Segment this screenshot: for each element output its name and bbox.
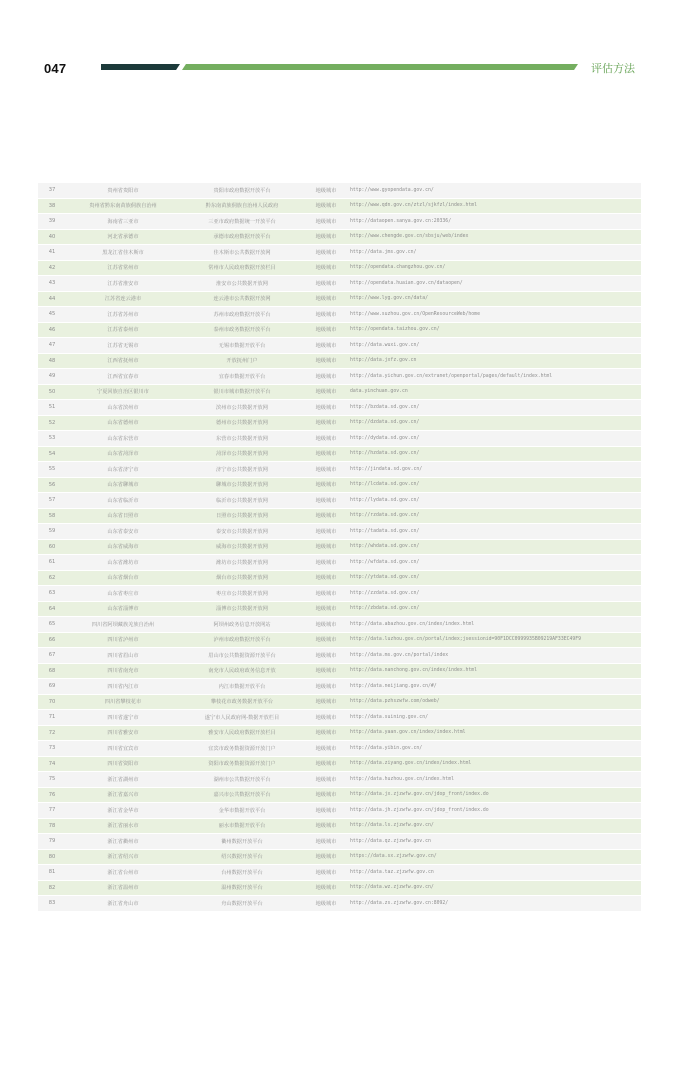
table-row bbox=[38, 198, 641, 214]
row-number: 56 bbox=[38, 477, 66, 493]
level-cell: 地级城市 bbox=[304, 617, 348, 633]
url-cell: http://www.suzhou.gov.cn/OpenResourceWeb/home bbox=[348, 307, 641, 323]
table-row bbox=[38, 617, 641, 633]
platform-name-cell: 绍兴数据开放平台 bbox=[180, 849, 304, 865]
url-cell: http://www.qdn.gov.cn/ztzl/sjkfzl/index.html bbox=[348, 198, 641, 214]
region-cell: 四川省遂宁市 bbox=[66, 710, 180, 726]
level-cell: 地级城市 bbox=[304, 229, 348, 245]
platform-name-cell: 泰州市政务数据开放平台 bbox=[180, 322, 304, 338]
row-number: 68 bbox=[38, 663, 66, 679]
region-cell: 山东省济宁市 bbox=[66, 462, 180, 478]
row-number: 52 bbox=[38, 415, 66, 431]
table-row bbox=[38, 741, 641, 757]
row-number: 62 bbox=[38, 570, 66, 586]
level-cell: 地级城市 bbox=[304, 446, 348, 462]
table-row bbox=[38, 524, 641, 540]
table-row bbox=[38, 400, 641, 416]
region-cell: 贵州省贵阳市 bbox=[66, 183, 180, 198]
url-cell: http://data.wz.zjzwfw.gov.cn/ bbox=[348, 880, 641, 896]
level-cell: 地级城市 bbox=[304, 694, 348, 710]
row-number: 59 bbox=[38, 524, 66, 540]
level-cell: 地级城市 bbox=[304, 803, 348, 819]
level-cell: 地级城市 bbox=[304, 632, 348, 648]
table-row bbox=[38, 276, 641, 292]
level-cell: 地级城市 bbox=[304, 462, 348, 478]
url-cell: http://dataopen.sanya.gov.cn:20336/ bbox=[348, 214, 641, 230]
platform-name-cell: 遂宁市人民政府网-数据开放栏目 bbox=[180, 710, 304, 726]
url-cell: http://data.jxfz.gov.cn bbox=[348, 353, 641, 369]
region-cell: 海南省三亚市 bbox=[66, 214, 180, 230]
platform-name-cell: 威海市公共数据开放网 bbox=[180, 539, 304, 555]
row-number: 67 bbox=[38, 648, 66, 664]
level-cell: 地级城市 bbox=[304, 477, 348, 493]
row-number: 58 bbox=[38, 508, 66, 524]
row-number: 51 bbox=[38, 400, 66, 416]
row-number: 66 bbox=[38, 632, 66, 648]
region-cell: 江苏省无锡市 bbox=[66, 338, 180, 354]
url-cell: http://jindata.sd.gov.cn/ bbox=[348, 462, 641, 478]
url-cell: http://opendata.huaian.gov.cn/dataopen/ bbox=[348, 276, 641, 292]
region-cell: 山东省淄博市 bbox=[66, 601, 180, 617]
region-cell: 山东省潍坊市 bbox=[66, 555, 180, 571]
region-cell: 贵州省黔东南苗族侗族自治州 bbox=[66, 198, 180, 214]
region-cell: 山东省烟台市 bbox=[66, 570, 180, 586]
platform-name-cell: 淄博市公共数据开放网 bbox=[180, 601, 304, 617]
table-row bbox=[38, 462, 641, 478]
row-number: 37 bbox=[38, 183, 66, 198]
level-cell: 地级城市 bbox=[304, 415, 348, 431]
region-cell: 四川省阿坝藏族羌族自治州 bbox=[66, 617, 180, 633]
region-cell: 江苏省常州市 bbox=[66, 260, 180, 276]
table-row bbox=[38, 431, 641, 447]
table-row bbox=[38, 384, 641, 400]
level-cell: 地级城市 bbox=[304, 400, 348, 416]
row-number: 45 bbox=[38, 307, 66, 323]
table-row bbox=[38, 880, 641, 896]
table-row bbox=[38, 338, 641, 354]
table-row bbox=[38, 307, 641, 323]
region-cell: 浙江省台州市 bbox=[66, 865, 180, 881]
row-number: 46 bbox=[38, 322, 66, 338]
platform-name-cell: 台州数据开放平台 bbox=[180, 865, 304, 881]
platform-name-cell: 德州市公共数据开放网 bbox=[180, 415, 304, 431]
table-row bbox=[38, 353, 641, 369]
region-cell: 浙江省舟山市 bbox=[66, 896, 180, 912]
table-row bbox=[38, 446, 641, 462]
platform-table bbox=[38, 183, 641, 912]
url-cell: data.yinchuan.gov.cn bbox=[348, 384, 641, 400]
row-number: 82 bbox=[38, 880, 66, 896]
url-cell: http://dydata.sd.gov.cn/ bbox=[348, 431, 641, 447]
region-cell: 四川省攀枝花市 bbox=[66, 694, 180, 710]
section-title: 评估方法 bbox=[591, 62, 635, 75]
table-row bbox=[38, 260, 641, 276]
region-cell: 山东省泰安市 bbox=[66, 524, 180, 540]
url-cell: http://data.abazhou.gov.cn/index/index.html bbox=[348, 617, 641, 633]
table-row bbox=[38, 679, 641, 695]
url-cell: http://data.ziyang.gov.cn/index/index.html bbox=[348, 756, 641, 772]
row-number: 54 bbox=[38, 446, 66, 462]
level-cell: 地级城市 bbox=[304, 834, 348, 850]
url-cell: http://whdata.sd.gov.cn/ bbox=[348, 539, 641, 555]
url-cell: http://tadata.sd.gov.cn/ bbox=[348, 524, 641, 540]
url-cell: http://zzdata.sd.gov.cn/ bbox=[348, 586, 641, 602]
platform-name-cell: 眉山市公共数据资源开放平台 bbox=[180, 648, 304, 664]
row-number: 60 bbox=[38, 539, 66, 555]
url-cell: http://data.ls.zjzwfw.gov.cn/ bbox=[348, 818, 641, 834]
table-row bbox=[38, 648, 641, 664]
level-cell: 地级城市 bbox=[304, 338, 348, 354]
platform-name-cell: 聊城市公共数据开放网 bbox=[180, 477, 304, 493]
region-cell: 浙江省绍兴市 bbox=[66, 849, 180, 865]
row-number: 48 bbox=[38, 353, 66, 369]
url-cell: http://data.pzhszwfw.com/odweb/ bbox=[348, 694, 641, 710]
table-row bbox=[38, 415, 641, 431]
row-number: 57 bbox=[38, 493, 66, 509]
row-number: 83 bbox=[38, 896, 66, 912]
region-cell: 四川省雅安市 bbox=[66, 725, 180, 741]
level-cell: 地级城市 bbox=[304, 214, 348, 230]
platform-name-cell: 三亚市政府数据统一开放平台 bbox=[180, 214, 304, 230]
header-rule-green bbox=[182, 64, 578, 70]
platform-name-cell: 开放抚州门户 bbox=[180, 353, 304, 369]
level-cell: 地级城市 bbox=[304, 508, 348, 524]
table-row bbox=[38, 694, 641, 710]
row-number: 50 bbox=[38, 384, 66, 400]
row-number: 44 bbox=[38, 291, 66, 307]
level-cell: 地级城市 bbox=[304, 493, 348, 509]
level-cell: 地级城市 bbox=[304, 756, 348, 772]
level-cell: 地级城市 bbox=[304, 524, 348, 540]
row-number: 74 bbox=[38, 756, 66, 772]
platform-name-cell: 阿坝州政务信息开放网站 bbox=[180, 617, 304, 633]
platform-name-cell: 舟山数据开放平台 bbox=[180, 896, 304, 912]
row-number: 40 bbox=[38, 229, 66, 245]
url-cell: http://www.chengde.gov.cn/sbsju/web/index bbox=[348, 229, 641, 245]
platform-name-cell: 临沂市公共数据开放网 bbox=[180, 493, 304, 509]
region-cell: 江苏省淮安市 bbox=[66, 276, 180, 292]
row-number: 72 bbox=[38, 725, 66, 741]
region-cell: 山东省临沂市 bbox=[66, 493, 180, 509]
table-row bbox=[38, 555, 641, 571]
url-cell: http://data.jh.zjzwfw.gov.cn/jdop_front/index.do bbox=[348, 803, 641, 819]
platform-name-cell: 东营市公共数据开放网 bbox=[180, 431, 304, 447]
url-cell: http://data.luzhou.gov.cn/portal/index;jsessionid=90F1DCC0999935B09219AF33EC49F9 bbox=[348, 632, 641, 648]
region-cell: 浙江省丽水市 bbox=[66, 818, 180, 834]
row-number: 61 bbox=[38, 555, 66, 571]
url-cell: http://data.yibin.gov.cn/ bbox=[348, 741, 641, 757]
table-row bbox=[38, 369, 641, 385]
row-number: 47 bbox=[38, 338, 66, 354]
table-row bbox=[38, 245, 641, 261]
region-cell: 宁夏回族自治区银川市 bbox=[66, 384, 180, 400]
region-cell: 浙江省金华市 bbox=[66, 803, 180, 819]
region-cell: 黑龙江省佳木斯市 bbox=[66, 245, 180, 261]
url-cell: http://opendata.taizhou.gov.cn/ bbox=[348, 322, 641, 338]
table-row bbox=[38, 834, 641, 850]
url-cell: http://ytdata.sd.gov.cn/ bbox=[348, 570, 641, 586]
platform-name-cell: 佳木斯市公共数据开放网 bbox=[180, 245, 304, 261]
region-cell: 四川省宜宾市 bbox=[66, 741, 180, 757]
region-cell: 山东省枣庄市 bbox=[66, 586, 180, 602]
platform-name-cell: 攀枝花市政务数据开放平台 bbox=[180, 694, 304, 710]
platform-name-cell: 黔东南苗族侗族自治州人民政府 bbox=[180, 198, 304, 214]
row-number: 65 bbox=[38, 617, 66, 633]
platform-name-cell: 雅安市人民政府数据开放栏目 bbox=[180, 725, 304, 741]
table-row bbox=[38, 322, 641, 338]
table-row bbox=[38, 818, 641, 834]
page-number: 047 bbox=[44, 61, 67, 76]
row-number: 43 bbox=[38, 276, 66, 292]
platform-name-cell: 连云港市公共数据开放网 bbox=[180, 291, 304, 307]
level-cell: 地级城市 bbox=[304, 648, 348, 664]
table-row bbox=[38, 803, 641, 819]
region-cell: 四川省南充市 bbox=[66, 663, 180, 679]
row-number: 73 bbox=[38, 741, 66, 757]
table-row bbox=[38, 710, 641, 726]
level-cell: 地级城市 bbox=[304, 384, 348, 400]
region-cell: 江苏省泰州市 bbox=[66, 322, 180, 338]
table-row bbox=[38, 586, 641, 602]
platform-name-cell: 烟台市公共数据开放网 bbox=[180, 570, 304, 586]
region-cell: 浙江省湖州市 bbox=[66, 772, 180, 788]
platform-name-cell: 丽水市数据开放平台 bbox=[180, 818, 304, 834]
table-row bbox=[38, 663, 641, 679]
region-cell: 河北省承德市 bbox=[66, 229, 180, 245]
region-cell: 江西省抚州市 bbox=[66, 353, 180, 369]
url-cell: http://lcdata.sd.gov.cn/ bbox=[348, 477, 641, 493]
level-cell: 地级城市 bbox=[304, 353, 348, 369]
region-cell: 四川省眉山市 bbox=[66, 648, 180, 664]
table-row bbox=[38, 291, 641, 307]
region-cell: 浙江省嘉兴市 bbox=[66, 787, 180, 803]
platform-name-cell: 淮安市公共数据开放网 bbox=[180, 276, 304, 292]
level-cell: 地级城市 bbox=[304, 586, 348, 602]
row-number: 77 bbox=[38, 803, 66, 819]
table-row bbox=[38, 896, 641, 912]
url-cell: http://hzdata.sd.gov.cn/ bbox=[348, 446, 641, 462]
url-cell: https://data.sx.zjzwfw.gov.cn/ bbox=[348, 849, 641, 865]
header-rule-dark bbox=[101, 64, 180, 70]
level-cell: 地级城市 bbox=[304, 679, 348, 695]
table-row bbox=[38, 493, 641, 509]
level-cell: 地级城市 bbox=[304, 260, 348, 276]
url-cell: http://data.wuxi.gov.cn/ bbox=[348, 338, 641, 354]
level-cell: 地级城市 bbox=[304, 880, 348, 896]
table-row bbox=[38, 601, 641, 617]
platform-name-cell: 南充市人民政府政务信息开放 bbox=[180, 663, 304, 679]
row-number: 38 bbox=[38, 198, 66, 214]
level-cell: 地级城市 bbox=[304, 772, 348, 788]
level-cell: 地级城市 bbox=[304, 291, 348, 307]
platform-name-cell: 常州市人民政府数据开放栏目 bbox=[180, 260, 304, 276]
row-number: 70 bbox=[38, 694, 66, 710]
region-cell: 四川省泸州市 bbox=[66, 632, 180, 648]
platform-name-cell: 无锡市数据开放平台 bbox=[180, 338, 304, 354]
level-cell: 地级城市 bbox=[304, 570, 348, 586]
row-number: 39 bbox=[38, 214, 66, 230]
region-cell: 四川省内江市 bbox=[66, 679, 180, 695]
level-cell: 地级城市 bbox=[304, 245, 348, 261]
platform-name-cell: 泸州市政府数据开放平台 bbox=[180, 632, 304, 648]
url-cell: http://data.taz.zjzwfw.gov.cn bbox=[348, 865, 641, 881]
level-cell: 地级城市 bbox=[304, 663, 348, 679]
level-cell: 地级城市 bbox=[304, 787, 348, 803]
level-cell: 地级城市 bbox=[304, 818, 348, 834]
level-cell: 地级城市 bbox=[304, 849, 348, 865]
platform-name-cell: 内江市数据开放平台 bbox=[180, 679, 304, 695]
region-cell: 四川省资阳市 bbox=[66, 756, 180, 772]
url-cell: http://opendata.changzhou.gov.cn/ bbox=[348, 260, 641, 276]
url-cell: http://www.gyopendata.gov.cn/ bbox=[348, 183, 641, 198]
row-number: 79 bbox=[38, 834, 66, 850]
region-cell: 山东省东营市 bbox=[66, 431, 180, 447]
row-number: 55 bbox=[38, 462, 66, 478]
platform-name-cell: 嘉兴市公共数据开放平台 bbox=[180, 787, 304, 803]
level-cell: 地级城市 bbox=[304, 276, 348, 292]
url-cell: http://data.jx.zjzwfw.gov.cn/jdop_front/index.do bbox=[348, 787, 641, 803]
platform-name-cell: 宜春市数据开放平台 bbox=[180, 369, 304, 385]
url-cell: http://rzdata.sd.gov.cn/ bbox=[348, 508, 641, 524]
level-cell: 地级城市 bbox=[304, 896, 348, 912]
row-number: 71 bbox=[38, 710, 66, 726]
row-number: 41 bbox=[38, 245, 66, 261]
region-cell: 浙江省衢州市 bbox=[66, 834, 180, 850]
url-cell: http://data.zs.zjzwfw.gov.cn:8092/ bbox=[348, 896, 641, 912]
level-cell: 地级城市 bbox=[304, 725, 348, 741]
url-cell: http://dzdata.sd.gov.cn/ bbox=[348, 415, 641, 431]
table-row bbox=[38, 756, 641, 772]
level-cell: 地级城市 bbox=[304, 741, 348, 757]
level-cell: 地级城市 bbox=[304, 601, 348, 617]
url-cell: http://lydata.sd.gov.cn/ bbox=[348, 493, 641, 509]
row-number: 81 bbox=[38, 865, 66, 881]
row-number: 42 bbox=[38, 260, 66, 276]
row-number: 63 bbox=[38, 586, 66, 602]
region-cell: 山东省聊城市 bbox=[66, 477, 180, 493]
table-row bbox=[38, 539, 641, 555]
level-cell: 地级城市 bbox=[304, 198, 348, 214]
platform-name-cell: 资阳市政务数据资源开放门户 bbox=[180, 756, 304, 772]
row-number: 80 bbox=[38, 849, 66, 865]
level-cell: 地级城市 bbox=[304, 183, 348, 198]
row-number: 76 bbox=[38, 787, 66, 803]
table-row bbox=[38, 725, 641, 741]
url-cell: http://zbdata.sd.gov.cn/ bbox=[348, 601, 641, 617]
platform-name-cell: 泰安市公共数据开放网 bbox=[180, 524, 304, 540]
region-cell: 江西省宜春市 bbox=[66, 369, 180, 385]
table-row bbox=[38, 508, 641, 524]
level-cell: 地级城市 bbox=[304, 539, 348, 555]
table-row bbox=[38, 849, 641, 865]
url-cell: http://data.qz.zjzwfw.gov.cn bbox=[348, 834, 641, 850]
url-cell: http://wfdata.sd.gov.cn/ bbox=[348, 555, 641, 571]
url-cell: http://data.yichun.gov.cn/extranet/openportal/pages/default/index.html bbox=[348, 369, 641, 385]
url-cell: http://data.nanchong.gov.cn/index/index.html bbox=[348, 663, 641, 679]
level-cell: 地级城市 bbox=[304, 369, 348, 385]
table-row bbox=[38, 865, 641, 881]
platform-name-cell: 湖州市公共数据开放平台 bbox=[180, 772, 304, 788]
level-cell: 地级城市 bbox=[304, 431, 348, 447]
row-number: 53 bbox=[38, 431, 66, 447]
platform-name-cell: 潍坊市公共数据开放网 bbox=[180, 555, 304, 571]
region-cell: 江苏省苏州市 bbox=[66, 307, 180, 323]
region-cell: 浙江省温州市 bbox=[66, 880, 180, 896]
table-row bbox=[38, 214, 641, 230]
platform-name-cell: 苏州市政府数据开放平台 bbox=[180, 307, 304, 323]
table-row bbox=[38, 477, 641, 493]
table-row bbox=[38, 570, 641, 586]
level-cell: 地级城市 bbox=[304, 307, 348, 323]
level-cell: 地级城市 bbox=[304, 865, 348, 881]
url-cell: http://data.jms.gov.cn/ bbox=[348, 245, 641, 261]
platform-name-cell: 枣庄市公共数据开放网 bbox=[180, 586, 304, 602]
row-number: 49 bbox=[38, 369, 66, 385]
url-cell: http://data.yaan.gov.cn/index/index.html bbox=[348, 725, 641, 741]
table-row bbox=[38, 632, 641, 648]
url-cell: http://data.neijiang.gov.cn/#/ bbox=[348, 679, 641, 695]
row-number: 78 bbox=[38, 818, 66, 834]
table-row bbox=[38, 772, 641, 788]
url-cell: http://bzdata.sd.gov.cn/ bbox=[348, 400, 641, 416]
platform-name-cell: 承德市政府数据开放平台 bbox=[180, 229, 304, 245]
table-row bbox=[38, 229, 641, 245]
platform-name-cell: 滨州市公共数据开放网 bbox=[180, 400, 304, 416]
platform-name-cell: 金华市数据开放平台 bbox=[180, 803, 304, 819]
region-cell: 山东省日照市 bbox=[66, 508, 180, 524]
region-cell: 山东省德州市 bbox=[66, 415, 180, 431]
platform-name-cell: 贵阳市政府数据开放平台 bbox=[180, 183, 304, 198]
url-cell: http://data.suining.gov.cn/ bbox=[348, 710, 641, 726]
region-cell: 江苏省连云港市 bbox=[66, 291, 180, 307]
platform-name-cell: 衢州数据开放平台 bbox=[180, 834, 304, 850]
table-row bbox=[38, 787, 641, 803]
platform-name-cell: 宜宾市政务数据资源开放门户 bbox=[180, 741, 304, 757]
row-number: 75 bbox=[38, 772, 66, 788]
platform-name-cell: 温州数据开放平台 bbox=[180, 880, 304, 896]
platform-name-cell: 济宁市公共数据开放网 bbox=[180, 462, 304, 478]
region-cell: 山东省菏泽市 bbox=[66, 446, 180, 462]
url-cell: http://data.huzhou.gov.cn/index.html bbox=[348, 772, 641, 788]
platform-name-cell: 银川市城市数据开放平台 bbox=[180, 384, 304, 400]
platform-name-cell: 菏泽市公共数据开放网 bbox=[180, 446, 304, 462]
level-cell: 地级城市 bbox=[304, 710, 348, 726]
row-number: 69 bbox=[38, 679, 66, 695]
region-cell: 山东省威海市 bbox=[66, 539, 180, 555]
url-cell: http://www.lyg.gov.cn/data/ bbox=[348, 291, 641, 307]
url-cell: http://data.ms.gov.cn/portal/index bbox=[348, 648, 641, 664]
level-cell: 地级城市 bbox=[304, 555, 348, 571]
region-cell: 山东省滨州市 bbox=[66, 400, 180, 416]
level-cell: 地级城市 bbox=[304, 322, 348, 338]
row-number: 64 bbox=[38, 601, 66, 617]
platform-name-cell: 日照市公共数据开放网 bbox=[180, 508, 304, 524]
table-row bbox=[38, 183, 641, 198]
